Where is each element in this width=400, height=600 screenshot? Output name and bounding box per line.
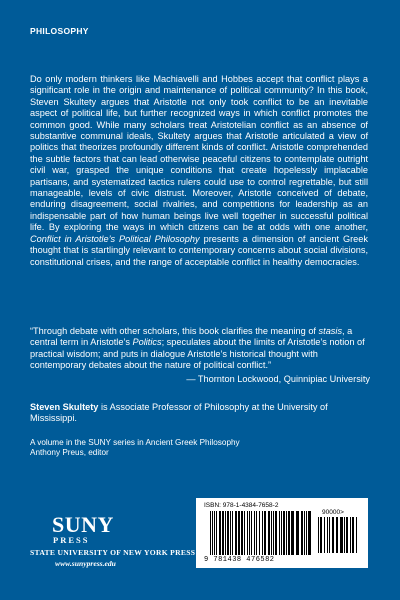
- publisher-website[interactable]: www.sunypress.edu: [55, 559, 116, 568]
- barcode-bar: [332, 517, 334, 553]
- barcode-bar: [230, 511, 231, 555]
- barcode-bar: [214, 511, 215, 555]
- barcode-bar: [344, 517, 345, 553]
- barcode-bar: [247, 511, 248, 555]
- barcode-digits: 9 781438 476582: [204, 556, 275, 564]
- barcode-bar: [340, 517, 343, 553]
- barcode-bar: [327, 517, 328, 553]
- quote-term-politics: Politics: [132, 337, 162, 348]
- barcode-bar: [241, 511, 243, 555]
- book-title-inline: Conflict in Aristotle’s Political Philosophy: [30, 233, 200, 244]
- barcode-bar: [222, 511, 224, 555]
- description-part-1: Do only modern thinkers like Machiavelli and Hobbes accept that conflict plays a significant role in the origin and maintenance of political community? In this book, Steven Skultety argues that Aristotle not only took conflict to be an inevitable aspect of political life, but further recognized ways in which conflict promotes the common good. While many scholars treat Aristotelian conflict as an absence of substantive communal ideals, Skultety argues that Aristotle articulated a view of politics that theorizes profoundly different kinds of conflict. Aristotle comprehended the subtle factors that can lead otherwise peaceful citizens to contemplate outright civil war, grasped the unique conditions that create hopelessly implacable partisans, and systematized tactics rulers could use to control regrettable, but still manageable, levels of civic distrust. Moreover, Aristotle conceived of debate, enduring disagreement, social rivalries, and competitions for leadership as an indispensable part of how human beings live well together in successful political life. By exploring the ways in which citizens can be at odds with one another,: [30, 74, 368, 233]
- barcode-bar: [275, 511, 277, 555]
- barcode-bar: [356, 517, 357, 553]
- endorsement-quote: [30, 326, 368, 372]
- barcode-bar: [210, 511, 211, 555]
- barcode-bar: [306, 511, 307, 555]
- quote-text-2: , a central term in Aristotle’s: [30, 326, 353, 348]
- barcode-bar: [262, 511, 263, 555]
- barcode-bar: [256, 511, 257, 555]
- barcode-bar: [249, 511, 250, 555]
- barcode-bar: [235, 511, 237, 555]
- barcode-bar: [336, 517, 338, 553]
- barcode-addon-bars: [318, 517, 360, 553]
- barcode: [196, 498, 368, 568]
- barcode-bar: [216, 511, 217, 555]
- barcode-bar: [350, 517, 351, 553]
- endorsement-attribution: — Thornton Lockwood, Quinnipiac University: [186, 374, 370, 384]
- barcode-bar: [320, 517, 322, 553]
- barcode-bar: [251, 511, 252, 555]
- publisher-logo-suny: SUNY: [52, 512, 114, 537]
- series-line: A volume in the SUNY series in Ancient Greek Philosophy: [30, 438, 240, 447]
- barcode-bar: [264, 511, 266, 555]
- barcode-bar: [227, 511, 229, 555]
- barcode-bar: [329, 517, 330, 553]
- series-info: [30, 438, 368, 459]
- category-label: PHILOSOPHY: [30, 26, 89, 36]
- barcode-bar: [324, 517, 325, 553]
- barcode-bar: [318, 517, 319, 553]
- barcode-bar: [352, 517, 354, 553]
- barcode-bar: [225, 511, 226, 555]
- barcode-bar: [301, 511, 303, 555]
- quote-text-3: ; speculates about the limits of Aristotle’s notion of practical wisdom; and puts in dialogue Aristotle’s historical thought with contemporary debates about the nature of political conflict.”: [30, 337, 365, 371]
- barcode-bar: [291, 511, 294, 555]
- barcode-bar: [212, 511, 213, 555]
- barcode-bar: [238, 511, 240, 555]
- barcode-bar: [304, 511, 305, 555]
- barcode-bar: [283, 511, 285, 555]
- barcode-bar: [286, 511, 287, 555]
- barcode-bar: [268, 511, 270, 555]
- publisher-logo-block: [30, 512, 210, 568]
- barcode-bar: [296, 511, 299, 555]
- barcode-bar: [288, 511, 290, 555]
- barcode-bar: [308, 511, 311, 555]
- description-part-2: presents a dimension of ancient Greek thought that is startlingly relevant to contemporary concerns about social divisions, constitutional crises, and the range of acceptable conflict in healthy democracies.: [30, 233, 368, 267]
- isbn-label: ISBN: 978-1-4384-7658-2: [204, 502, 279, 509]
- author-bio: [30, 402, 368, 425]
- barcode-bar: [259, 511, 260, 555]
- barcode-bar: [244, 511, 245, 555]
- barcode-bar: [279, 511, 280, 555]
- barcode-bar: [254, 511, 255, 555]
- barcode-main-bars: [210, 511, 314, 555]
- publisher-logo-press: PRESS: [53, 535, 90, 545]
- publisher-name: STATE UNIVERSITY OF NEW YORK PRESS: [30, 548, 196, 557]
- barcode-bar: [281, 511, 282, 555]
- barcode-bar: [271, 511, 272, 555]
- barcode-bar: [219, 511, 221, 555]
- barcode-bar: [346, 517, 348, 553]
- book-description: [30, 74, 368, 268]
- author-bio-text: is Associate Professor of Philosophy at the University of Mississippi.: [30, 402, 328, 424]
- barcode-addon-label: 90000>: [322, 509, 344, 516]
- quote-term-stasis: stasis: [318, 326, 343, 336]
- barcode-bar: [232, 511, 233, 555]
- author-name: Steven Skultety: [30, 402, 99, 412]
- barcode-bar: [273, 511, 274, 555]
- quote-text-1: “Through debate with other scholars, this book clarifies the meaning of: [30, 326, 319, 336]
- series-editor: Anthony Preus, editor: [30, 448, 109, 458]
